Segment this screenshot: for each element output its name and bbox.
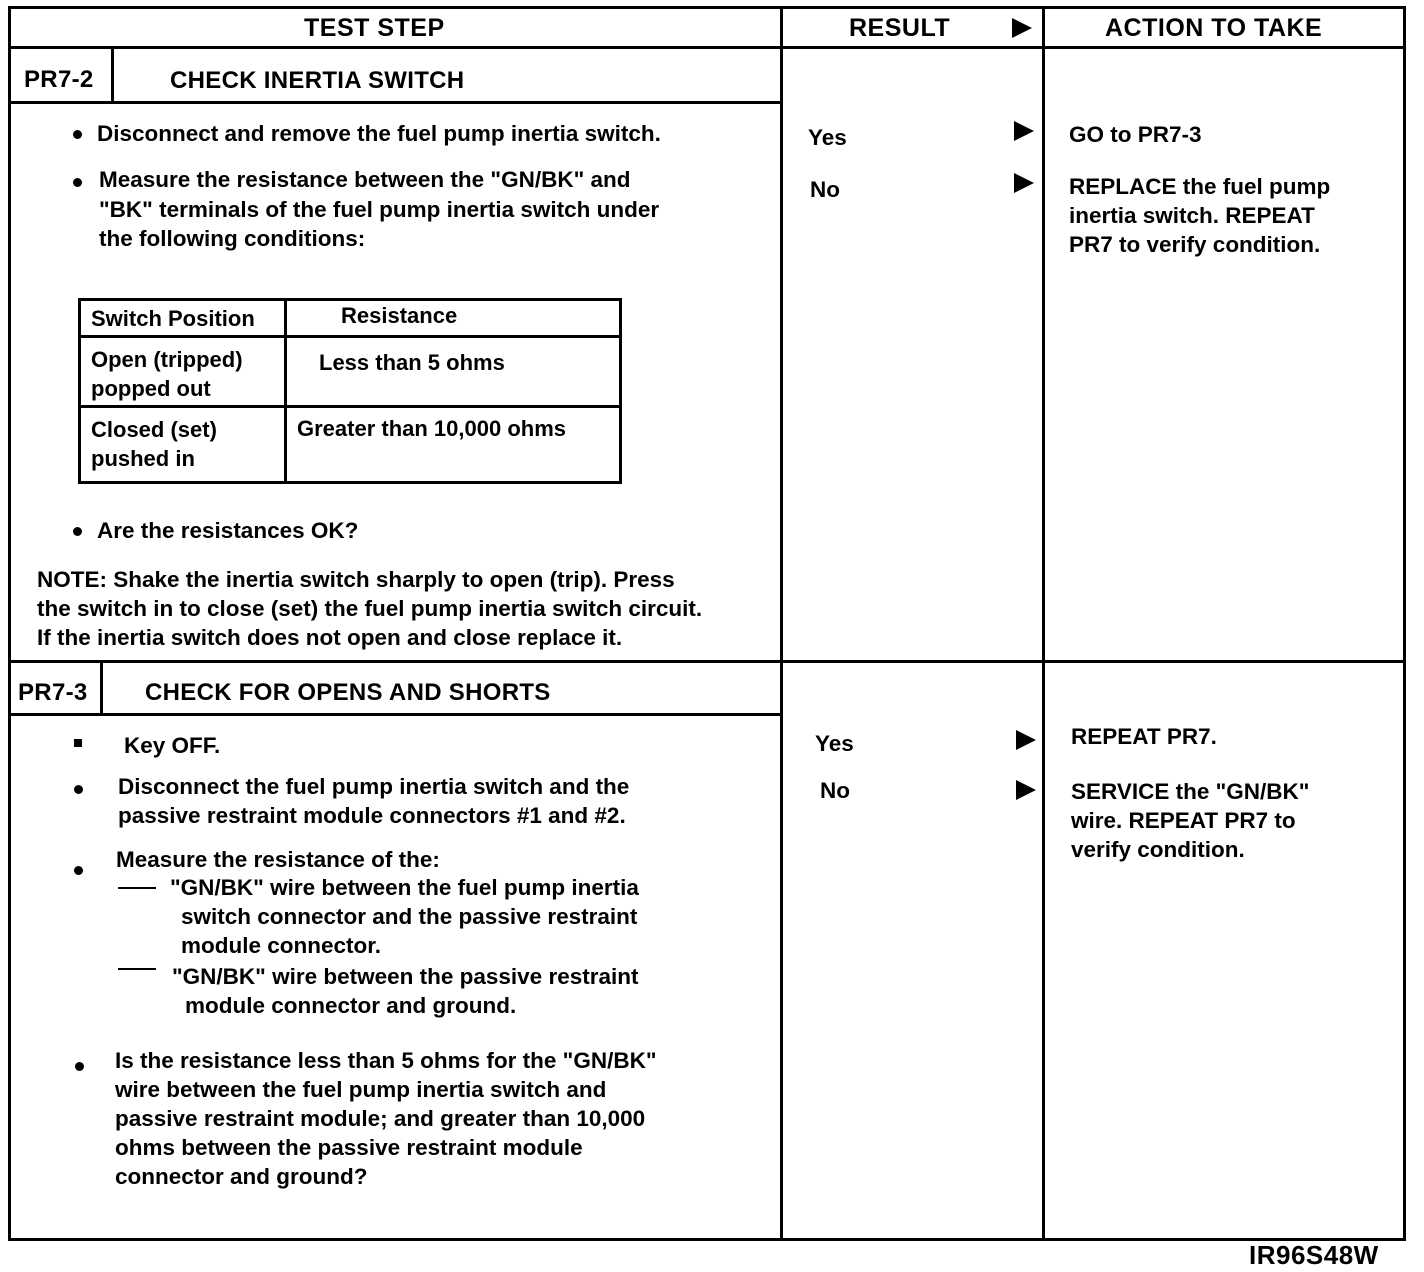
text-line: wire. REPEAT PR7 to bbox=[1071, 808, 1296, 833]
dash-icon bbox=[118, 887, 156, 889]
header-result: RESULT bbox=[849, 14, 951, 42]
text-line: Disconnect the fuel pump inertia switch and the bbox=[118, 774, 630, 799]
text-line: "GN/BK" wire between the fuel pump inertia bbox=[170, 875, 639, 900]
step2-bullet1: Key OFF. bbox=[124, 733, 221, 758]
step2-action-yes: REPEAT PR7. bbox=[1071, 724, 1217, 749]
text-line: inertia switch. REPEAT bbox=[1069, 203, 1315, 228]
result-arrow-icon bbox=[1016, 780, 1036, 800]
table-right-border bbox=[1403, 6, 1406, 1241]
text-line: the following conditions: bbox=[99, 226, 366, 251]
table-top-border bbox=[8, 6, 1406, 9]
table-cell-position bbox=[80, 337, 286, 407]
step1-title-underline bbox=[8, 101, 783, 104]
step2-id: PR7-3 bbox=[18, 679, 88, 706]
bullet-icon bbox=[74, 739, 82, 747]
step2-bullet2 bbox=[118, 772, 629, 830]
text-line: connector and ground? bbox=[115, 1164, 368, 1189]
text-line: passive restraint module connectors #1 and #2. bbox=[118, 803, 626, 828]
text-line: module connector. bbox=[181, 933, 382, 958]
text-line: PR7 to verify condition. bbox=[1069, 232, 1321, 257]
text-line: Measure the resistance between the "GN/BK" and bbox=[99, 167, 631, 192]
text-line: SERVICE the "GN/BK" bbox=[1071, 779, 1310, 804]
bullet-icon bbox=[73, 527, 82, 536]
step1-id-divider bbox=[111, 46, 114, 104]
text-line: module connector and ground. bbox=[185, 993, 517, 1018]
text-line: pushed in bbox=[91, 446, 195, 471]
text-line: verify condition. bbox=[1071, 837, 1245, 862]
text-line: Closed (set) bbox=[91, 417, 217, 442]
step1-result-yes: Yes bbox=[808, 125, 847, 150]
header-test-step: TEST STEP bbox=[304, 14, 445, 42]
result-arrow-icon bbox=[1014, 173, 1034, 193]
step1-action-yes: GO to PR7-3 bbox=[1069, 122, 1202, 147]
step2-action-no bbox=[1071, 777, 1309, 864]
step1-note bbox=[37, 565, 702, 652]
resistance-table bbox=[78, 298, 622, 484]
step2-sub1 bbox=[170, 873, 639, 960]
step2-sub2 bbox=[172, 962, 638, 1020]
text-line: wire between the fuel pump inertia switch and bbox=[115, 1077, 607, 1102]
column-divider-test-result bbox=[780, 6, 783, 1241]
bullet-icon bbox=[75, 1062, 84, 1071]
step1-action-no bbox=[1069, 172, 1330, 259]
text-line: REPLACE the fuel pump bbox=[1069, 174, 1331, 199]
step2-result-no: No bbox=[820, 778, 850, 803]
column-divider-result-action bbox=[1042, 6, 1045, 1241]
text-line: popped out bbox=[91, 376, 211, 401]
text-line: Open (tripped) bbox=[91, 347, 243, 372]
step2-title: CHECK FOR OPENS AND SHORTS bbox=[145, 679, 551, 706]
text-line: Is the resistance less than 5 ohms for the "GN/BK" bbox=[115, 1048, 657, 1073]
header-bottom-border bbox=[8, 46, 1406, 49]
text-line: ohms between the passive restraint module bbox=[115, 1135, 583, 1160]
bullet-icon bbox=[74, 785, 83, 794]
step2-bullet4 bbox=[115, 1046, 656, 1191]
step1-bullet3: Are the resistances OK? bbox=[97, 518, 359, 543]
text-line: passive restraint module; and greater than 10,000 bbox=[115, 1106, 646, 1131]
table-cell-resistance: Less than 5 ohms bbox=[286, 337, 621, 407]
figure-code: IR96S48W bbox=[1249, 1240, 1379, 1270]
step1-bullet1: Disconnect and remove the fuel pump inertia switch. bbox=[97, 121, 661, 146]
step1-id: PR7-2 bbox=[24, 66, 94, 93]
text-line: If the inertia switch does not open and close replace it. bbox=[37, 625, 623, 650]
bullet-icon bbox=[73, 178, 82, 187]
table-row bbox=[80, 407, 621, 483]
step1-title: CHECK INERTIA SWITCH bbox=[170, 67, 465, 94]
section-divider bbox=[8, 660, 1406, 663]
table-row bbox=[80, 337, 621, 407]
text-line: NOTE: Shake the inertia switch sharply to open (trip). Press bbox=[37, 567, 675, 592]
dash-icon bbox=[118, 968, 156, 970]
table-cell-resistance: Greater than 10,000 ohms bbox=[286, 407, 621, 483]
bullet-icon bbox=[74, 866, 83, 875]
step1-result-no: No bbox=[810, 177, 840, 202]
text-line: "GN/BK" wire between the passive restraint bbox=[172, 964, 639, 989]
header-action: ACTION TO TAKE bbox=[1105, 14, 1323, 42]
table-left-border bbox=[8, 6, 11, 1241]
step2-result-yes: Yes bbox=[815, 731, 854, 756]
table-header-resistance: Resistance bbox=[286, 300, 621, 337]
result-arrow-icon bbox=[1014, 121, 1034, 141]
table-bottom-border bbox=[8, 1238, 1406, 1241]
step2-bullet3: Measure the resistance of the: bbox=[116, 847, 440, 872]
text-line: the switch in to close (set) the fuel pump inertia switch circuit. bbox=[37, 596, 703, 621]
step1-bullet2 bbox=[99, 165, 659, 254]
result-arrow-icon bbox=[1016, 730, 1036, 750]
step2-title-underline bbox=[8, 713, 783, 716]
bullet-icon bbox=[73, 130, 82, 139]
table-cell-position bbox=[80, 407, 286, 483]
text-line: "BK" terminals of the fuel pump inertia switch under bbox=[99, 196, 660, 222]
table-header-switch-position: Switch Position bbox=[80, 300, 286, 337]
header-arrow-icon bbox=[1012, 18, 1032, 38]
step2-id-divider bbox=[100, 660, 103, 716]
text-line: switch connector and the passive restraint bbox=[181, 904, 638, 929]
